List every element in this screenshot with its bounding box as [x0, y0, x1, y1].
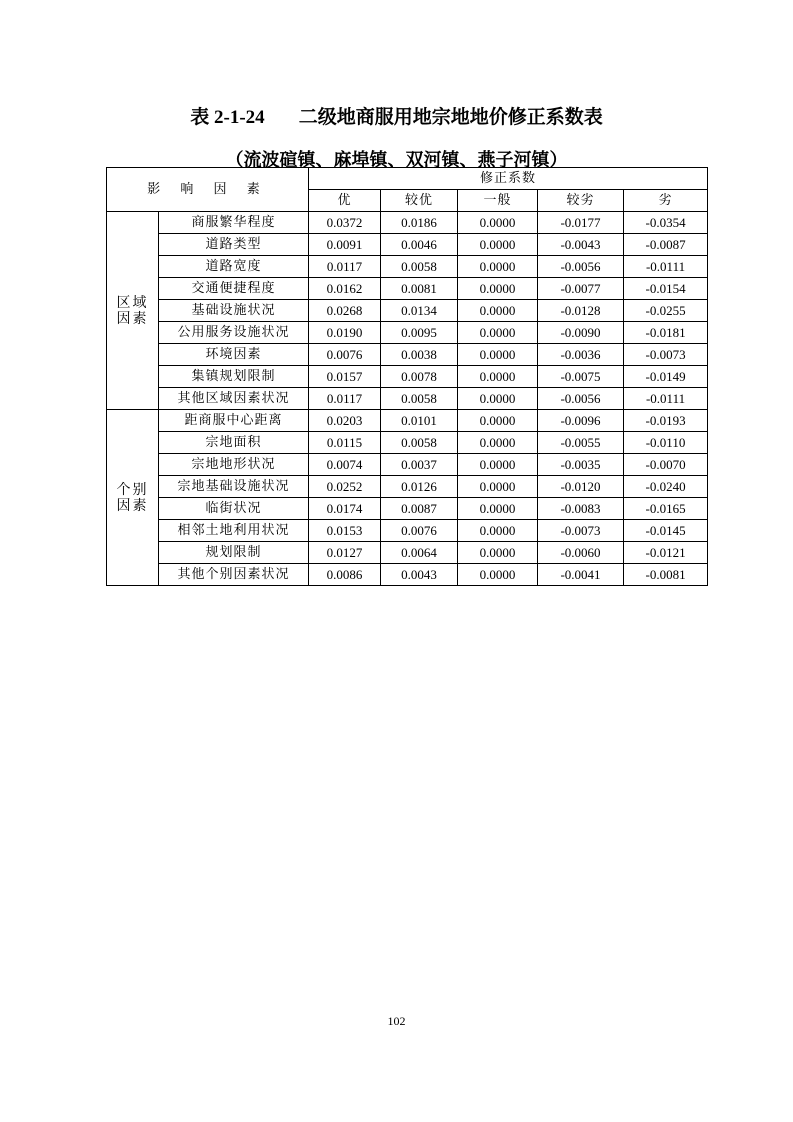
table-title	[0, 102, 793, 129]
level-header: 劣	[624, 190, 708, 212]
group-label-line: 个别	[116, 481, 149, 498]
factor-name: 道路类型	[159, 234, 309, 256]
table-row	[107, 498, 708, 520]
table-row	[107, 300, 708, 322]
coefficient-value: 0.0074	[309, 454, 381, 476]
table-row	[107, 322, 708, 344]
coefficient-value: 0.0000	[458, 234, 538, 256]
table-row	[107, 432, 708, 454]
factor-name: 宗地面积	[159, 432, 309, 454]
factor-name: 环境因素	[159, 344, 309, 366]
level-header: 一般	[458, 190, 538, 212]
table-row	[107, 344, 708, 366]
coefficient-value: 0.0000	[458, 344, 538, 366]
coefficient-value: -0.0056	[538, 388, 624, 410]
level-header: 较优	[381, 190, 458, 212]
table-row	[107, 476, 708, 498]
coefficient-value: 0.0000	[458, 476, 538, 498]
coefficient-value: -0.0120	[538, 476, 624, 498]
coefficient-value: -0.0041	[538, 564, 624, 586]
coefficient-value: 0.0000	[458, 498, 538, 520]
coefficient-value: 0.0081	[381, 278, 458, 300]
coefficient-value: -0.0240	[624, 476, 708, 498]
coefficient-value: -0.0073	[624, 344, 708, 366]
group-label-line: 区域	[116, 294, 149, 311]
header-row-1	[107, 168, 708, 190]
coefficient-value: 0.0000	[458, 520, 538, 542]
coefficient-value: 0.0153	[309, 520, 381, 542]
coefficient-value: 0.0058	[381, 388, 458, 410]
factor-name: 集镇规划限制	[159, 366, 309, 388]
coefficient-value: -0.0073	[538, 520, 624, 542]
table-row	[107, 278, 708, 300]
factor-name: 规划限制	[159, 542, 309, 564]
table-row	[107, 256, 708, 278]
factor-name: 基础设施状况	[159, 300, 309, 322]
coefficient-value: 0.0043	[381, 564, 458, 586]
coefficient-value: 0.0117	[309, 388, 381, 410]
factor-name: 交通便捷程度	[159, 278, 309, 300]
table-number: 表 2-1-24	[190, 107, 265, 128]
coefficient-value: 0.0000	[458, 410, 538, 432]
coefficient-value: -0.0055	[538, 432, 624, 454]
coefficient-value: 0.0186	[381, 212, 458, 234]
group-label	[107, 410, 159, 586]
coefficient-value: 0.0086	[309, 564, 381, 586]
coefficient-value: 0.0000	[458, 454, 538, 476]
coefficient-value: 0.0091	[309, 234, 381, 256]
coefficient-value: -0.0083	[538, 498, 624, 520]
coefficient-value: -0.0145	[624, 520, 708, 542]
level-header: 优	[309, 190, 381, 212]
factor-name: 临街状况	[159, 498, 309, 520]
coefficient-value: -0.0154	[624, 278, 708, 300]
factor-name: 宗地基础设施状况	[159, 476, 309, 498]
page-number: 102	[387, 1014, 406, 1028]
coefficient-value: 0.0000	[458, 542, 538, 564]
coefficient-value: -0.0111	[624, 256, 708, 278]
coefficient-value: 0.0000	[458, 212, 538, 234]
factor-name: 商服繁华程度	[159, 212, 309, 234]
table-row	[107, 212, 708, 234]
table-row	[107, 542, 708, 564]
factor-name: 其他区域因素状况	[159, 388, 309, 410]
coefficient-value: -0.0060	[538, 542, 624, 564]
table-row	[107, 234, 708, 256]
coefficient-value: -0.0121	[624, 542, 708, 564]
table-row	[107, 366, 708, 388]
factor-header: 影 响 因 素	[107, 168, 309, 212]
coefficient-value: 0.0000	[458, 256, 538, 278]
coefficient-value: 0.0174	[309, 498, 381, 520]
table-row	[107, 410, 708, 432]
factor-name: 公用服务设施状况	[159, 322, 309, 344]
factor-name: 宗地地形状况	[159, 454, 309, 476]
coefficient-value: -0.0255	[624, 300, 708, 322]
table-title-text: 二级地商服用地宗地地价修正系数表	[298, 106, 603, 128]
table-row	[107, 564, 708, 586]
coefficient-value: 0.0000	[458, 300, 538, 322]
coefficient-value: 0.0252	[309, 476, 381, 498]
coefficient-value: -0.0110	[624, 432, 708, 454]
coefficient-value: -0.0043	[538, 234, 624, 256]
table-row	[107, 520, 708, 542]
coefficient-value: 0.0127	[309, 542, 381, 564]
coefficient-table	[106, 167, 708, 586]
group-label-line: 因素	[116, 497, 149, 514]
coefficient-value: 0.0064	[381, 542, 458, 564]
coefficient-value: -0.0035	[538, 454, 624, 476]
coefficient-value: 0.0190	[309, 322, 381, 344]
coefficient-value: 0.0000	[458, 366, 538, 388]
coefficient-value: 0.0038	[381, 344, 458, 366]
table-row	[107, 388, 708, 410]
coefficient-value: -0.0128	[538, 300, 624, 322]
coefficient-value: -0.0077	[538, 278, 624, 300]
coefficient-value: -0.0070	[624, 454, 708, 476]
coefficient-value: 0.0162	[309, 278, 381, 300]
coefficient-value: 0.0372	[309, 212, 381, 234]
coefficient-value: -0.0149	[624, 366, 708, 388]
coefficient-value: 0.0000	[458, 388, 538, 410]
coefficient-value: 0.0095	[381, 322, 458, 344]
coefficient-value: -0.0111	[624, 388, 708, 410]
factor-name: 其他个别因素状况	[159, 564, 309, 586]
coefficient-value: 0.0078	[381, 366, 458, 388]
table-row	[107, 454, 708, 476]
coefficient-value: -0.0090	[538, 322, 624, 344]
coefficient-value: 0.0000	[458, 564, 538, 586]
coefficient-value: 0.0134	[381, 300, 458, 322]
coefficient-value: -0.0181	[624, 322, 708, 344]
coefficient-value: 0.0087	[381, 498, 458, 520]
coefficient-value: 0.0000	[458, 432, 538, 454]
coefficient-value: 0.0126	[381, 476, 458, 498]
coefficient-value: 0.0037	[381, 454, 458, 476]
coefficient-value: -0.0177	[538, 212, 624, 234]
coefficient-value: 0.0000	[458, 278, 538, 300]
coefficient-value: 0.0203	[309, 410, 381, 432]
coefficient-value: -0.0193	[624, 410, 708, 432]
coefficient-value: 0.0076	[381, 520, 458, 542]
coefficient-value: -0.0087	[624, 234, 708, 256]
level-header: 较劣	[538, 190, 624, 212]
coefficient-value: 0.0268	[309, 300, 381, 322]
coefficient-value: -0.0165	[624, 498, 708, 520]
table-subtitle: （流波碹镇、麻埠镇、双河镇、燕子河镇）	[225, 150, 568, 171]
coefficient-value: 0.0058	[381, 256, 458, 278]
coefficient-value: -0.0056	[538, 256, 624, 278]
coefficient-value: -0.0075	[538, 366, 624, 388]
factor-name: 道路宽度	[159, 256, 309, 278]
coefficient-value: -0.0354	[624, 212, 708, 234]
coefficient-value: 0.0058	[381, 432, 458, 454]
coefficient-value: 0.0000	[458, 322, 538, 344]
coefficient-value: 0.0076	[309, 344, 381, 366]
group-label-line: 因素	[116, 310, 149, 327]
coefficient-value: 0.0046	[381, 234, 458, 256]
coefficient-value: 0.0117	[309, 256, 381, 278]
factor-name: 相邻土地利用状况	[159, 520, 309, 542]
coefficient-value: 0.0115	[309, 432, 381, 454]
coefficient-value: 0.0101	[381, 410, 458, 432]
coefficient-value: 0.0157	[309, 366, 381, 388]
coefficient-value: -0.0036	[538, 344, 624, 366]
coef-header: 修正系数	[309, 168, 708, 190]
coefficient-value: -0.0081	[624, 564, 708, 586]
group-label	[107, 212, 159, 410]
factor-name: 距商服中心距离	[159, 410, 309, 432]
coefficient-value: -0.0096	[538, 410, 624, 432]
